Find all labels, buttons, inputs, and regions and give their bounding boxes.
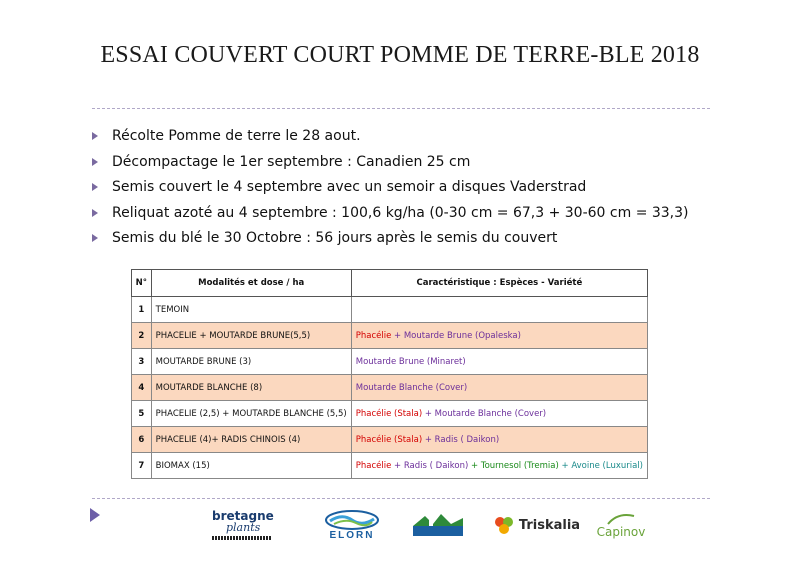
- species-text: + Tournesol (Tremia): [468, 460, 559, 471]
- header-num: N°: [132, 270, 152, 297]
- row-caracteristique: [351, 349, 647, 375]
- trial-table: [131, 269, 648, 479]
- bullet-arrow-icon: [92, 158, 98, 166]
- species-text: Phacélie: [355, 460, 392, 471]
- bullet-arrow-icon: [92, 183, 98, 191]
- elorn-logo: [318, 505, 386, 545]
- plants-logo-text: plants: [226, 521, 261, 534]
- row-modalite: PHACELIE + MOUTARDE BRUNE(5,5): [151, 323, 351, 349]
- top-divider: [92, 108, 710, 109]
- next-slide-icon[interactable]: [90, 508, 100, 522]
- table-row: [132, 427, 648, 453]
- bullet-text: Reliquat azoté au 4 septembre : 100,6 kg/ha (0-30 cm = 67,3 + 30-60 cm = 33,3): [112, 204, 689, 221]
- elorn-wave-icon: [322, 509, 382, 531]
- row-caracteristique: [351, 323, 647, 349]
- row-number: 1: [132, 297, 152, 323]
- triskalia-leaf-icon: [492, 513, 516, 537]
- row-modalite: TEMOIN: [151, 297, 351, 323]
- row-number: 7: [132, 453, 152, 479]
- row-caracteristique: [351, 401, 647, 427]
- bullet-text: Semis couvert le 4 septembre avec un semoir a disques Vaderstrad: [112, 179, 587, 195]
- species-text: + Radis ( Daikon): [391, 460, 469, 471]
- row-caracteristique: [351, 375, 647, 401]
- triskalia-logo-text: Triskalia: [518, 517, 581, 533]
- species-text: Phacélie (Stala): [355, 434, 423, 445]
- table-row: [132, 297, 648, 323]
- bullet-arrow-icon: [92, 132, 98, 140]
- bullet-item: [90, 151, 730, 177]
- syndicat-logo: [410, 505, 466, 545]
- species-text: + Avoine (Luxurial): [558, 460, 643, 471]
- bullet-list: [90, 125, 730, 253]
- bretagne-plants-logo: [212, 505, 288, 545]
- row-caracteristique: [351, 297, 647, 323]
- table-row: [132, 349, 648, 375]
- row-modalite: BIOMAX (15): [151, 453, 351, 479]
- header-modalite: Modalités et dose / ha: [151, 270, 351, 297]
- row-number: 3: [132, 349, 152, 375]
- bullet-item: [90, 176, 730, 202]
- bullet-text: Décompactage le 1er septembre : Canadien 25 cm: [112, 153, 471, 170]
- elorn-logo-text: ELORN: [329, 530, 375, 541]
- species-text: + Moutarde Blanche (Cover): [422, 408, 547, 419]
- page-title: ESSAI COUVERT COURT POMME DE TERRE-BLE 2018: [100, 42, 700, 68]
- row-modalite: MOUTARDE BLANCHE (8): [151, 375, 351, 401]
- bullet-item: [90, 125, 730, 151]
- row-caracteristique: [351, 453, 647, 479]
- row-number: 4: [132, 375, 152, 401]
- bullet-text: Récolte Pomme de terre le 28 aout.: [112, 128, 361, 144]
- species-text: Moutarde Brune (Opaleska): [403, 330, 521, 341]
- row-modalite: MOUTARDE BRUNE (3): [151, 349, 351, 375]
- bullet-item: [90, 227, 730, 253]
- table-row: [132, 401, 648, 427]
- bullet-item: [90, 202, 730, 228]
- table-row: [132, 375, 648, 401]
- species-text: Phacélie (Stala): [355, 408, 423, 419]
- species-text: Moutarde Blanche (Cover): [355, 382, 468, 393]
- species-text: +: [391, 330, 404, 341]
- triskalia-logo: [490, 505, 582, 545]
- row-modalite: PHACELIE (2,5) + MOUTARDE BLANCHE (5,5): [151, 401, 351, 427]
- row-modalite: PHACELIE (4)+ RADIS CHINOIS (4): [151, 427, 351, 453]
- species-text: Phacélie: [355, 330, 392, 341]
- table-row: [132, 453, 648, 479]
- species-text: Moutarde Brune (Minaret): [355, 356, 466, 367]
- bullet-text: Semis du blé le 30 Octobre : 56 jours après le semis du couvert: [112, 230, 558, 246]
- barcode-strip: [212, 536, 272, 540]
- row-number: 2: [132, 323, 152, 349]
- header-caracteristique: Caractéristique : Espèces - Variété: [351, 270, 647, 297]
- capinov-logo: [590, 505, 652, 545]
- table-row: [132, 323, 648, 349]
- capinov-swoosh-icon: [606, 512, 636, 526]
- table-header-row: [132, 270, 648, 297]
- row-number: 5: [132, 401, 152, 427]
- bretagne-logo-text: bretagne: [212, 509, 274, 523]
- row-caracteristique: [351, 427, 647, 453]
- bullet-arrow-icon: [92, 209, 98, 217]
- syndicat-landscape-icon: [411, 512, 465, 538]
- bottom-divider: [92, 498, 710, 499]
- row-number: 6: [132, 427, 152, 453]
- species-text: + Radis ( Daikon): [422, 434, 500, 445]
- capinov-logo-text: Capinov: [596, 524, 646, 539]
- bullet-arrow-icon: [92, 234, 98, 242]
